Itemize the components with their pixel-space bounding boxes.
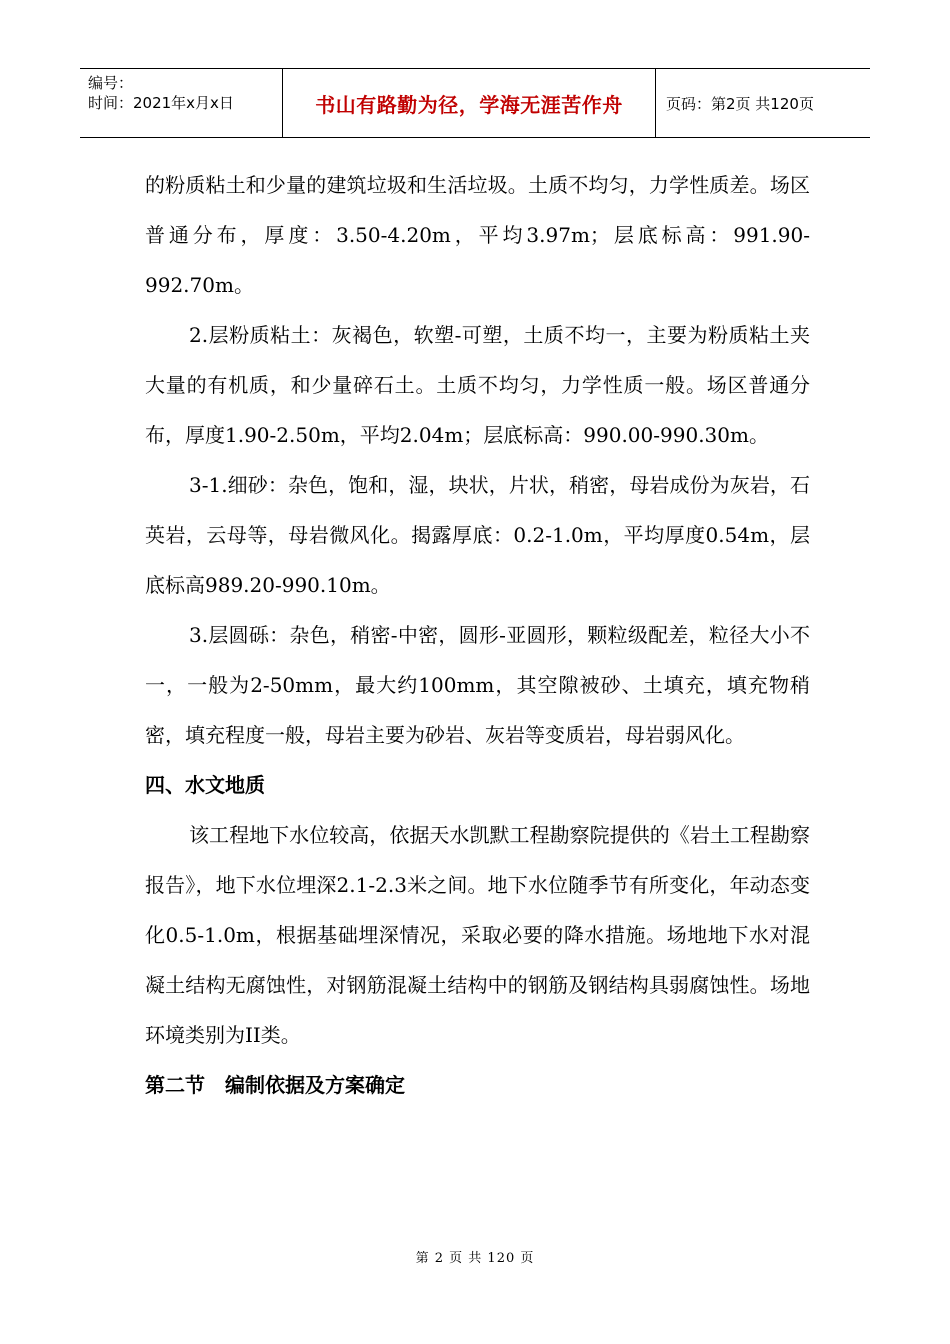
document-number-label: 编号：: [88, 74, 134, 92]
document-date: 时间：2021年x月x日: [88, 94, 234, 112]
document-body: [145, 160, 810, 1110]
hydro-paragraph: 该工程地下水位较高，依据天水凯默工程勘察院提供的《岩土工程勘察报告》，地下水位埋深2.1-2.3米之间。地下水位随季节有所变化，年动态变化0.5-1.0m，根据基础埋深情况，采取必要的降水措施。场地地下水对混凝土结构无腐蚀性，对钢筋混凝土结构中的钢筋及钢结构具弱腐蚀性。场地环境类别为II类。: [145, 823, 810, 1047]
header-slogan: 书山有路勤为径，学海无涯苦作舟: [283, 69, 656, 137]
header-meta: [80, 69, 283, 137]
paragraph-3: 3-1.细砂：杂色，饱和，湿，块状，片状，稍密，母岩成份为灰岩，石英岩，云母等，母岩微风化。揭露厚底：0.2-1.0m，平均厚度0.54m，层底标高989.20-990.10m。: [145, 473, 810, 597]
paragraph-4: 3.层圆砾：杂色，稍密-中密，圆形-亚圆形，颗粒级配差，粒径大小不一，一般为2-50mm，最大约100mm，其空隙被砂、土填充，填充物稍密，填充程度一般，母岩主要为砂岩、灰岩等变质岩，母岩弱风化。: [145, 623, 810, 747]
section-heading: 四、水文地质: [145, 773, 265, 797]
header-page-info: 页码：第2页 共120页: [666, 94, 814, 113]
page-header: [80, 68, 870, 138]
paragraph-2: 2.层粉质粘土：灰褐色，软塑-可塑，土质不均一，主要为粉质粘土夹大量的有机质，和少量碎石土。土质不均匀，力学性质一般。场区普通分布，厚度1.90-2.50m，平均2.04m；层底标高：990.00-990.30m。: [145, 323, 810, 447]
page-footer: 第 2 页 共 120 页: [415, 1251, 535, 1266]
subsection-heading: 第二节 编制依据及方案确定: [145, 1073, 405, 1097]
paragraph-1: 的粉质粘土和少量的建筑垃圾和生活垃圾。土质不均匀，力学性质差。场区普通分布，厚度：3.50-4.20m，平均3.97m；层底标高：991.90-992.70m。: [145, 173, 810, 297]
